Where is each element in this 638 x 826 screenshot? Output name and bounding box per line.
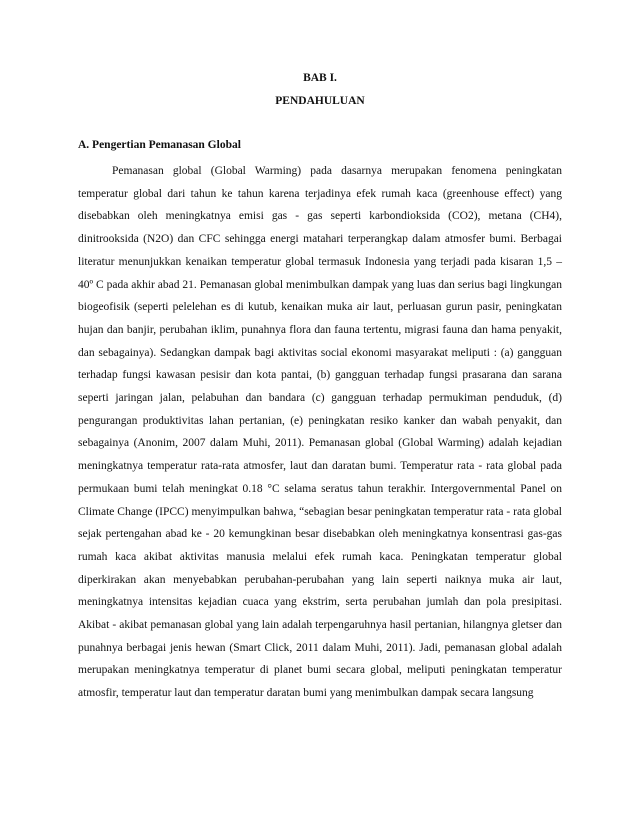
chapter-number: BAB I. [303, 72, 337, 84]
body-paragraph: Pemanasan global (Global Warming) pada dasarnya merupakan fenomena peningkatan temperatur global dari tahun ke tahun karena terjadinya efek rumah kaca (greenhouse effect) yang disebabkan oleh meningkatnya emisi gas - gas seperti karbondioksida (CO2), metana (CH4), dinitrooksida (N2O) dan CFC sehingga energi matahari terperangkap dalam atmosfer bumi. Berbagai literatur menunjukkan kenaikan temperatur global termasuk Indonesia yang terjadi pada kisaran 1,5 – 40º C pada akhir abad 21. Pemanasan global menimbulkan dampak yang luas dan serius bagi lingkungan biogeofisik (seperti pelelehan es di kutub, kenaikan muka air laut, perluasan gurun pasir, peningkatan hujan dan banjir, perubahan iklim, punahnya flora dan fauna tertentu, migrasi fauna dan hama penyakit, dan sebagainya). Sedangkan dampak bagi aktivitas social ekonomi masyarakat meliputi : (a) gangguan terhadap fungsi kawasan pesisir dan kota pantai, (b) gangguan terhadap fungsi prasarana dan sarana seperti jaringan jalan, pelabuhan dan bandara (c) gangguan terhadap permukiman penduduk, (d) pengurangan produktivitas lahan pertanian, (e) peningkatan resiko kanker dan wabah penyakit, dan sebagainya (Anonim, 2007 dalam Muhi, 2011). Pemanasan global (Global Warming) adalah kejadian meningkatnya temperatur rata-rata atmosfer, laut dan daratan bumi. Temperatur rata - rata global pada permukaan bumi telah meningkat 0.18 °C selama seratus tahun terakhir. Intergovernmental Panel on Climate Change (IPCC) menyimpulkan bahwa, “sebagian besar peningkatan temperatur rata - rata global sejak pertengahan abad ke - 20 kemungkinan besar disebabkan oleh meningkatnya konsentrasi gas-gas rumah kaca akibat aktivitas manusia melalui efek rumah kaca. Peningkatan temperatur global diperkirakan akan menyebabkan perubahan-perubahan yang lain seperti naiknya muka air laut, meningkatnya intensitas kejadian cuaca yang ekstrim, serta perubahan jumlah dan pola presipitasi. Akibat - akibat pemanasan global yang lain adalah terpengaruhnya hasil pertanian, hilangnya gletser dan punahnya berbagai jenis hewan (Smart Click, 2011 dalam Muhi, 2011). Jadi, pemanasan global adalah merupakan meningkatnya temperatur di planet bumi secara global, meliputi peningkatan temperatur atmosfir, temperatur laut dan temperatur daratan bumi yang menimbulkan dampak secara langsung [78, 165, 562, 700]
chapter-title: PENDAHULUAN [275, 95, 365, 107]
section-heading: A. Pengertian Pemanasan Global [78, 139, 241, 151]
document-page [78, 70, 562, 705]
